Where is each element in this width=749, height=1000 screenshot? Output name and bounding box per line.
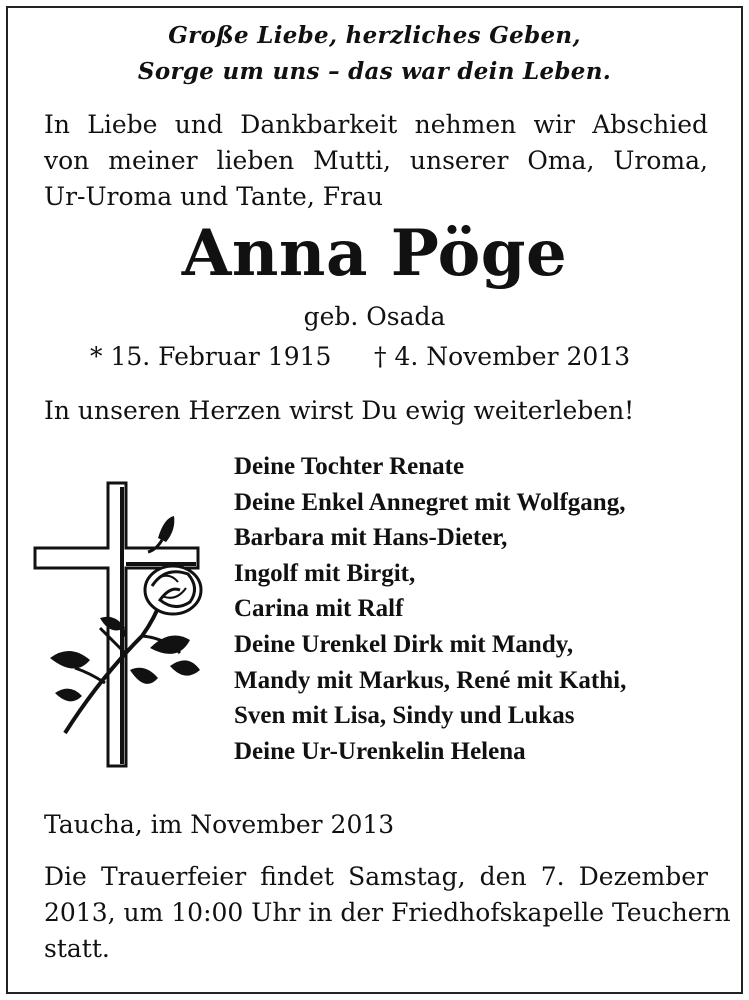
mourner-line: Mandy mit Markus, René mit Kathi, <box>234 666 627 694</box>
birth-name: geb. Osada <box>303 302 446 331</box>
motto-line-1: Große Liebe, herzliches Geben, <box>168 22 581 49</box>
mourner-line: Sven mit Lisa, Sindy und Lukas <box>234 702 575 730</box>
mourner-line: Carina mit Ralf <box>234 595 404 623</box>
birth-date: * 15. Februar 1915 <box>90 342 332 371</box>
funeral-line-3: statt. <box>44 934 110 963</box>
mourner-line: Deine Tochter Renate <box>234 453 465 480</box>
intro-line-2: von meiner lieben Mutti, unserer Oma, Uroma, <box>44 146 708 175</box>
death-date: † 4. November 2013 <box>374 342 631 371</box>
farewell-line: In unseren Herzen wirst Du ewig weiterleben! <box>44 396 635 425</box>
motto-line-2: Sorge um uns – das war dein Leben. <box>137 58 612 85</box>
mourner-line: Deine Urenkel Dirk mit Mandy, <box>234 630 574 658</box>
place-date: Taucha, im November 2013 <box>44 810 395 839</box>
deceased-name: Anna Pöge <box>181 216 568 291</box>
cross-with-rose-icon <box>30 478 205 770</box>
mourner-line: Ingolf mit Birgit, <box>234 559 416 587</box>
mourners-list <box>234 449 626 769</box>
funeral-line-1: Die Trauerfeier findet Samstag, den 7. Dezember <box>44 862 708 891</box>
intro-line-1: In Liebe und Dankbarkeit nehmen wir Abschied <box>44 110 708 139</box>
intro-line-3: Ur-Uroma und Tante, Frau <box>44 182 384 211</box>
funeral-line-2: 2013, um 10:00 Uhr in der Friedhofskapelle Teuchern <box>44 898 731 927</box>
mourner-line: Deine Ur-Urenkelin Helena <box>234 737 526 765</box>
mourner-line: Deine Enkel Annegret mit Wolfgang, <box>234 488 626 516</box>
mourner-line: Barbara mit Hans-Dieter, <box>234 524 508 552</box>
